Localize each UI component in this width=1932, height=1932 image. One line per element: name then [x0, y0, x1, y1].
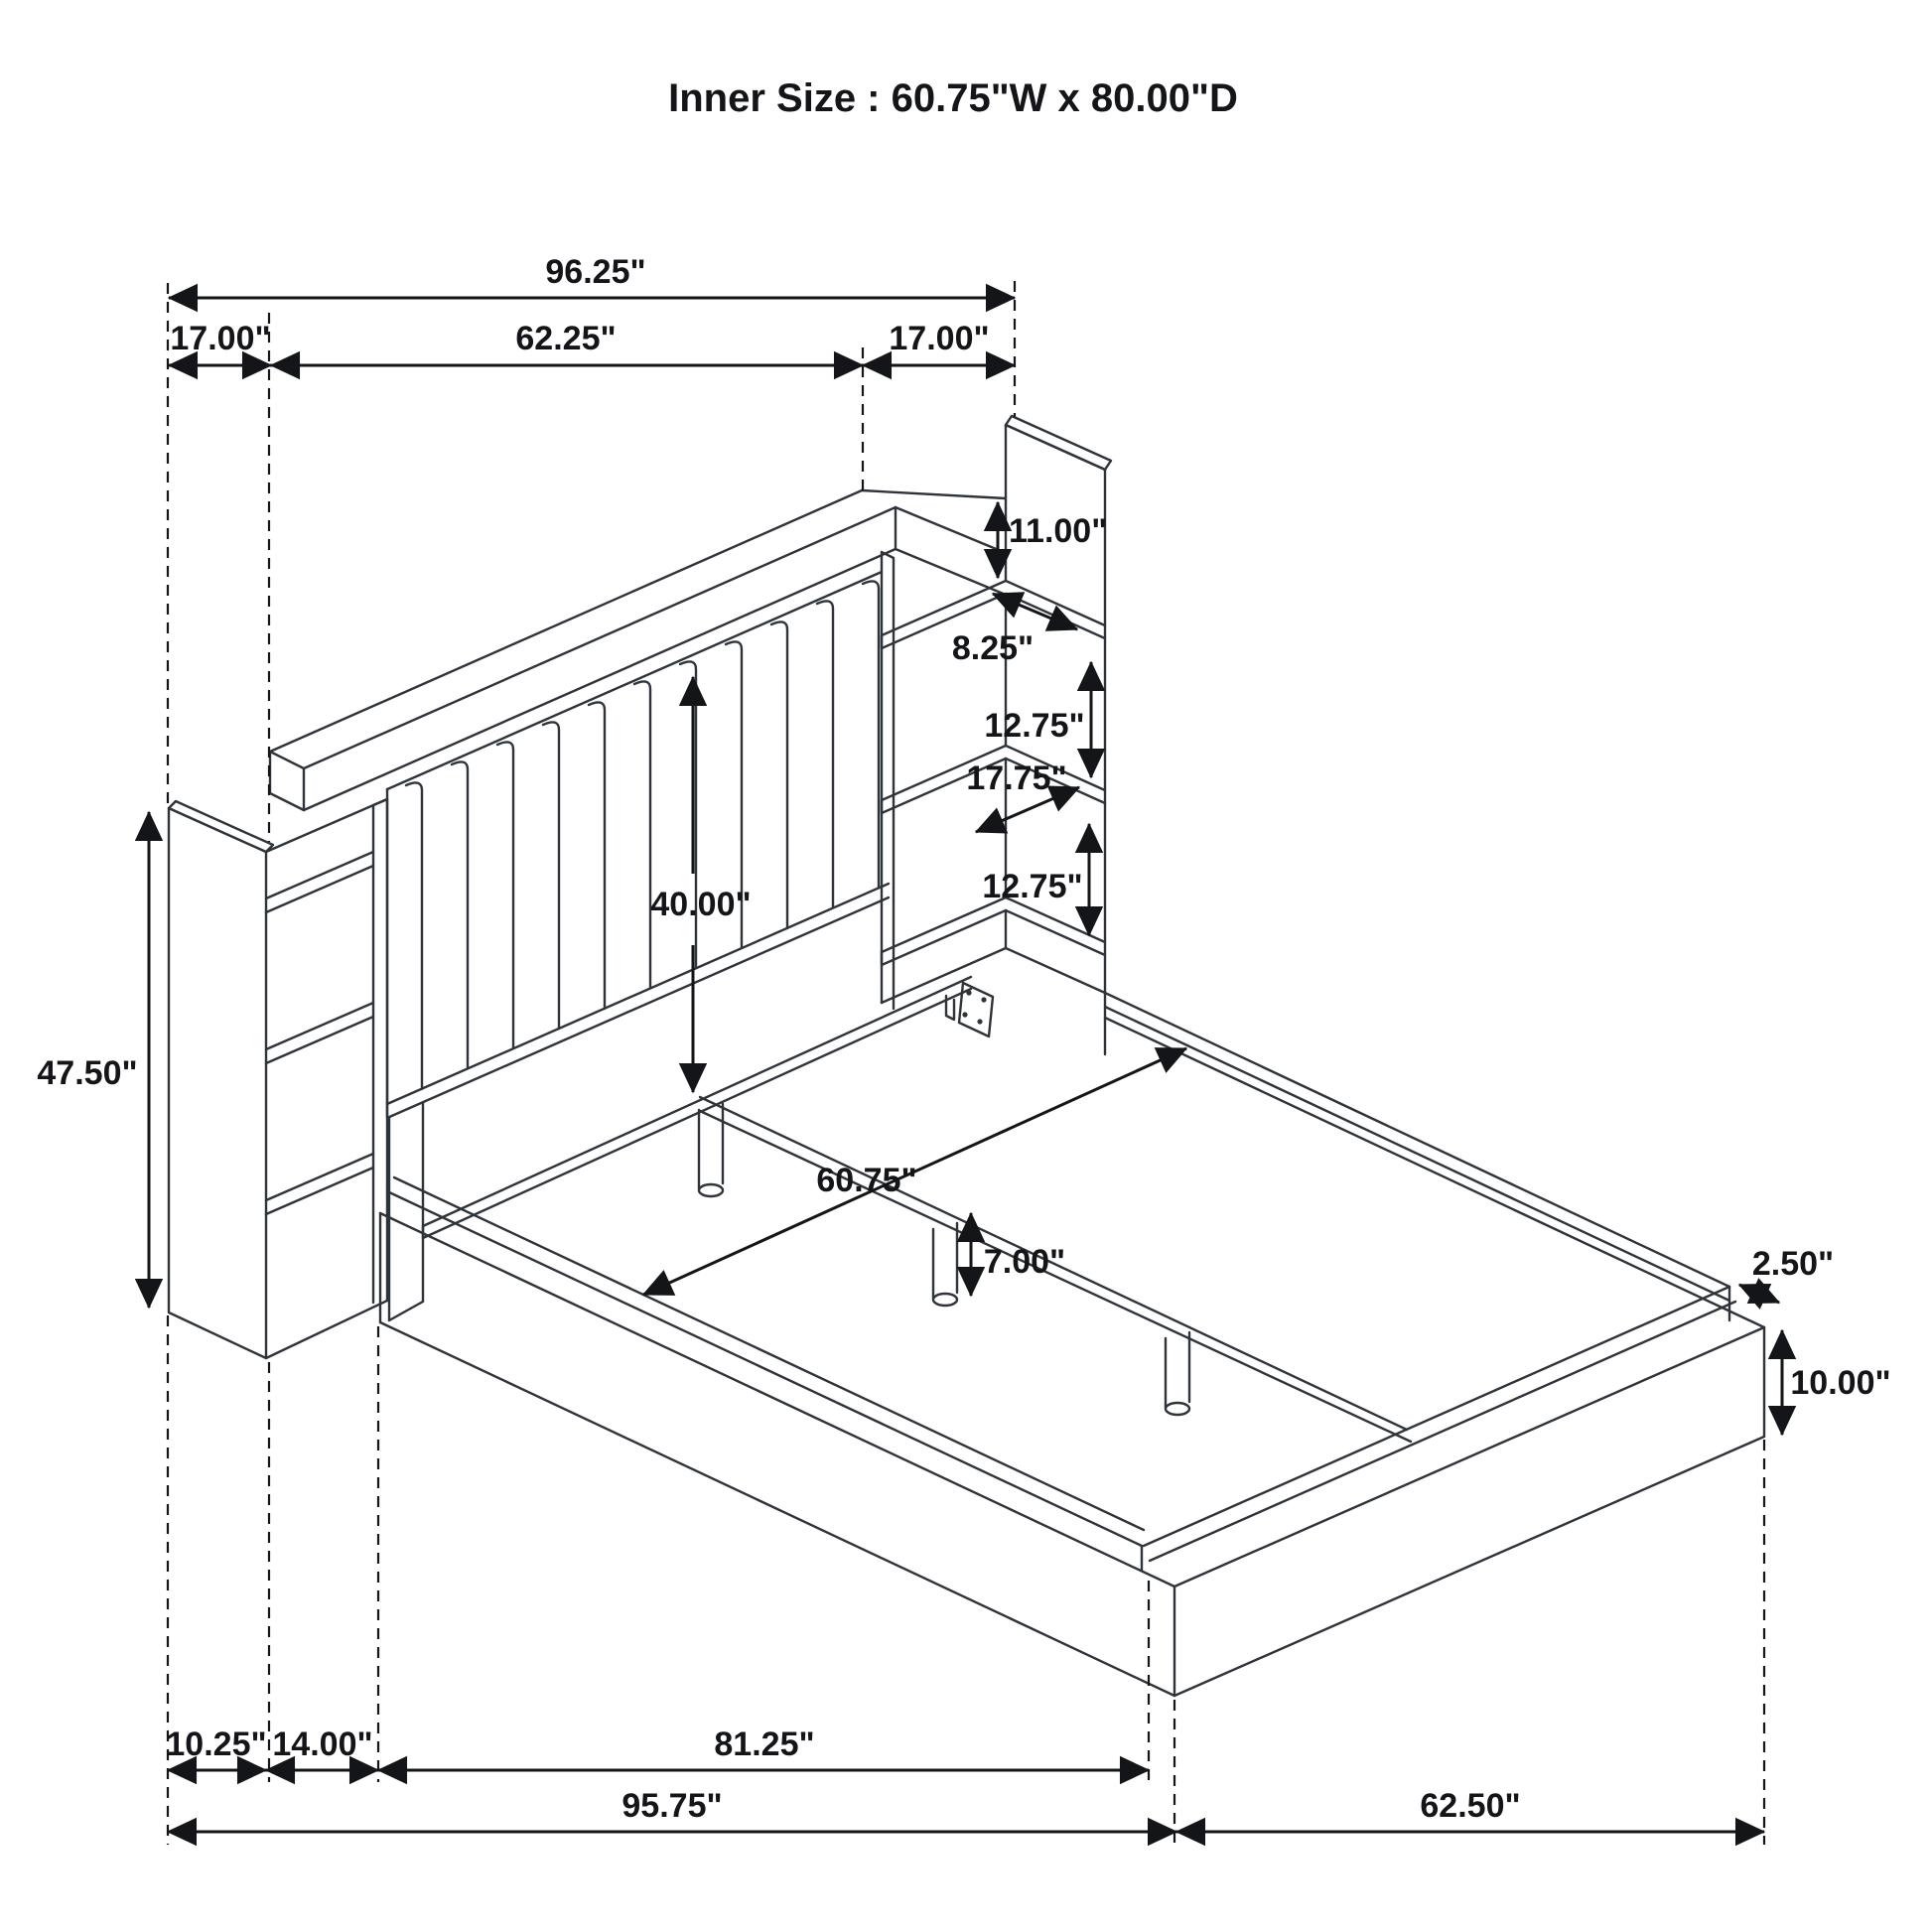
- dim-headboard-width: 62.25": [515, 320, 617, 357]
- left-pier: [169, 799, 387, 1358]
- headboard-bridge: [270, 490, 1006, 810]
- diagram-title: Inner Size : 60.75"W x 80.00"D: [668, 76, 1238, 120]
- dim-headboard-height: 40.00": [650, 886, 752, 923]
- dim-center-leg-height: 7.00": [983, 1243, 1066, 1281]
- dim-left-pier-width: 17.00": [170, 320, 271, 357]
- dim-frame-inset: 2.50": [1751, 1245, 1835, 1283]
- support-legs: [699, 1104, 1189, 1415]
- dim-base-width: 62.50": [1420, 1787, 1521, 1825]
- extension-lines: [168, 281, 1764, 1845]
- dim-pier-top-gap: 11.00": [1009, 512, 1108, 550]
- dim-pier-shelf-gap-upper: 12.75": [984, 707, 1085, 745]
- dim-total-width: 96.25": [545, 253, 646, 291]
- dim-rail-length: 81.25": [714, 1725, 815, 1763]
- dim-pier-height: 47.50": [37, 1054, 138, 1092]
- dim-pier-shelf-gap-lower: 12.75": [982, 868, 1083, 905]
- dim-inner-width: 60.75": [816, 1162, 917, 1199]
- dim-line-frame-inset: [1739, 1285, 1779, 1303]
- dim-base-length: 95.75": [621, 1787, 723, 1825]
- dim-base-height: 10.00": [1790, 1364, 1891, 1402]
- dim-pier-shelf-width: 17.75": [966, 759, 1067, 797]
- dim-pier-shelf-depth: 8.25": [951, 629, 1035, 667]
- dim-pier-depth: 10.25": [166, 1725, 267, 1763]
- dim-headboard-offset: 14.00": [272, 1725, 373, 1763]
- dim-right-pier-width: 17.00": [889, 320, 990, 357]
- platform-base: [380, 1018, 1764, 1696]
- rail-bracket: [946, 983, 993, 1036]
